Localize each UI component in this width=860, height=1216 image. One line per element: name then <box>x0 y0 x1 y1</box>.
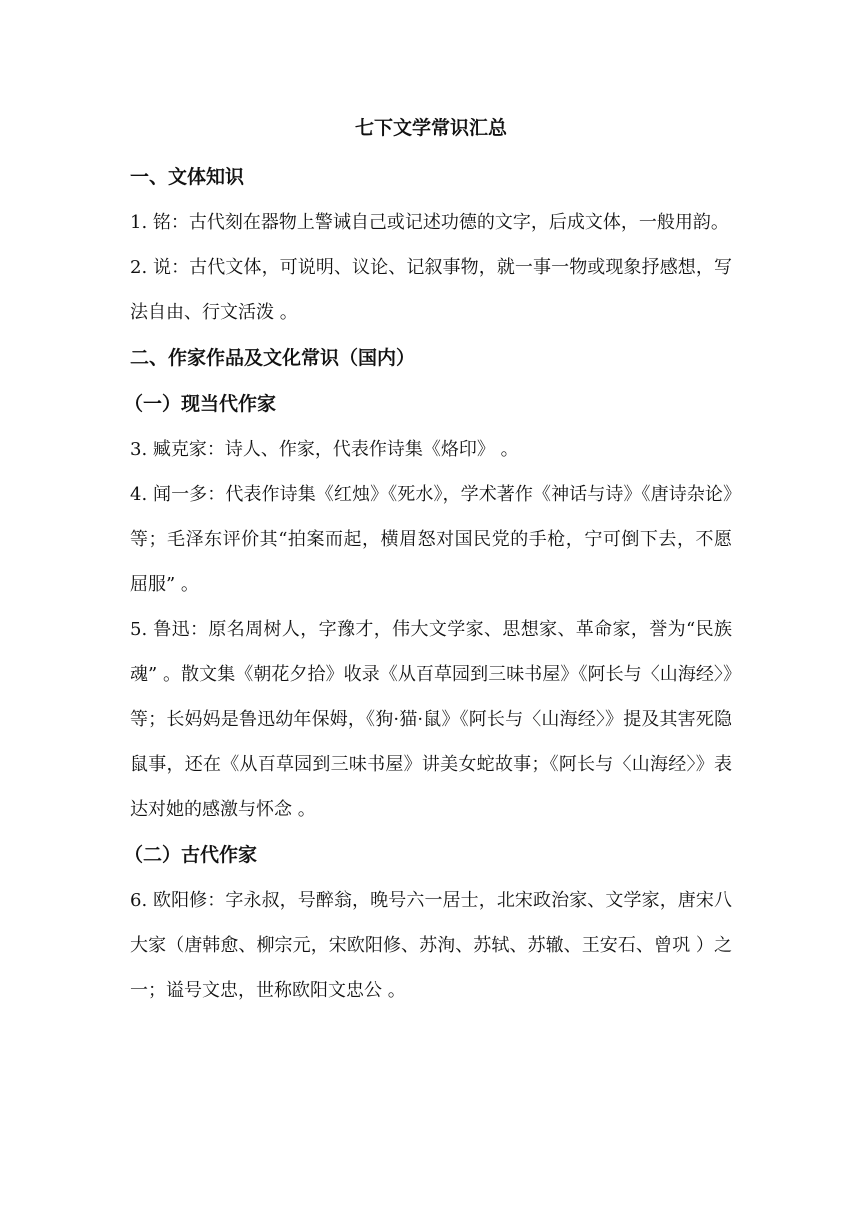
item-wen-yiduo: 4. 闻一多：代表作诗集《红烛》《死水》，学术著作《神话与诗》《唐诗杂论》等；毛泽东评价其“拍案而起，横眉怒对国民党的手枪，宁可倒下去，不愿屈服” 。 <box>130 484 732 595</box>
document-title: 七下文学常识汇总 <box>354 117 507 139</box>
subsection-heading-modern: （一）现当代作家 <box>124 393 277 415</box>
document-page <box>124 108 732 1013</box>
section-heading-genre: 一、文体知识 <box>130 166 245 188</box>
item-ouyang-xiu: 6. 欧阳修：字永叔，号醉翁，晚号六一居士，北宋政治家、文学家，唐宋八大家（唐韩愈、柳宗元，宋欧阳修、苏洵、苏轼、苏辙、王安石、曾巩 ）之一；谥号文忠，世称欧阳文忠公 。 <box>130 890 732 1001</box>
item-lu-xun: 5. 鲁迅：原名周树人，字豫才，伟大文学家、思想家、革命家，誉为“民族魂” 。散文集《朝花夕拾》收录《从百草园到三味书屋》《阿长与〈山海经〉》等；长妈妈是鲁迅幼年保姆，《狗·猫·鼠》《阿长与〈山海经〉》提及其害死隐鼠事，还在《从百草园到三味书屋》讲美女蛇故事；《阿长与〈山海经〉》表达对她的感激与怀念 。 <box>130 619 732 820</box>
item-ming: 1. 铭：古代刻在器物上警诫自己或记述功德的文字，后成文体，一般用韵。 <box>130 212 729 233</box>
item-zang-kejia: 3. 臧克家：诗人、作家，代表作诗集《烙印》 。 <box>130 439 519 460</box>
item-shuo: 2. 说：古代文体，可说明、议论、记叙事物，就一事一物或现象抒感想，写法自由、行文活泼 。 <box>130 257 732 323</box>
section-heading-authors: 二、作家作品及文化常识（国内） <box>130 347 416 369</box>
subsection-heading-ancient: （二）古代作家 <box>124 844 258 866</box>
